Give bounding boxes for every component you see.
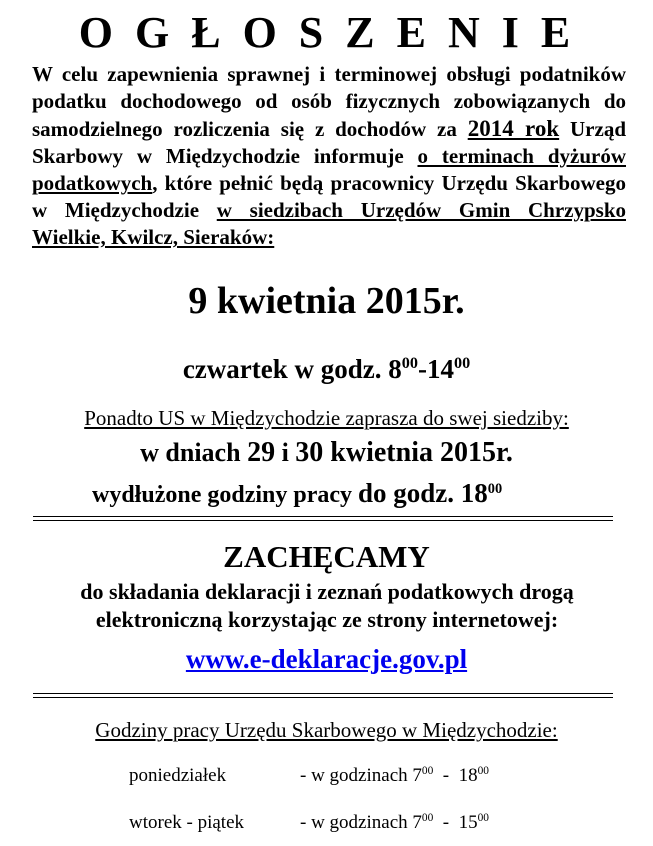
page-title: OGŁOSZENIE <box>78 8 593 57</box>
invite-days-year: 2015r. <box>432 437 513 468</box>
invite-days-prefix: w dniach <box>140 438 248 467</box>
duty-hours-end-m: 00 <box>453 354 471 373</box>
office-hours-title: Godziny pracy Urzędu Skarbowego w Międzychodzie: <box>95 718 558 742</box>
website-link[interactable]: www.e-deklaracje.gov.pl <box>185 644 468 674</box>
duty-hours-start-h: 8 <box>388 354 402 384</box>
extended-minutes: 00 <box>487 481 503 498</box>
extended-prefix: wydłużone godziny pracy <box>92 482 359 508</box>
duty-hours <box>0 352 653 390</box>
intro-text-3: , które pełnić będą pracownicy Urzędu Skarbowego w Międzychodzie <box>32 171 626 222</box>
office-hours-start-m: 00 <box>421 765 434 778</box>
separator <box>33 516 613 521</box>
invite-days <box>0 436 653 470</box>
separator <box>33 693 613 698</box>
duty-hours-end-h: 14 <box>426 354 454 384</box>
encourage-title: ZACHĘCAMY <box>223 539 430 574</box>
office-hours-day: poniedziałek <box>129 765 227 786</box>
intro-text-1: W celu zapewnienia sprawnej i terminowej obsługi podatników podatku dochodowego od osób fizycznych zobowiązanych do samodzielnego rozliczenia się z dochodów za <box>32 62 626 141</box>
website-link-line <box>0 641 653 677</box>
duty-locations: w siedzibach Urzędów Gmin Chrzypsko Wielkie, Kwilcz, Sieraków: <box>32 198 626 249</box>
invite-days-and: i <box>275 438 296 467</box>
office-hours-time <box>300 810 489 838</box>
office-hours-end-m: 00 <box>477 765 489 778</box>
duty-hours-prefix: czwartek w godz. <box>182 354 389 384</box>
invite-day-1: 29 <box>247 437 276 468</box>
extended-hours <box>92 477 502 514</box>
tax-year: 2014 rok <box>467 116 560 141</box>
office-hours-end: - 18 <box>433 765 478 786</box>
office-hours-start: - w godzinach 7 <box>300 812 422 833</box>
duty-announcement: o terminach dyżurów podatkowych <box>32 144 626 195</box>
intro-paragraph <box>32 61 626 251</box>
invite-day-2: 30 kwietnia <box>295 437 433 468</box>
office-hours-day: wtorek - piątek <box>129 812 245 833</box>
duty-hours-dash: - <box>417 354 427 384</box>
invite-heading: Ponadto US w Międzychodzie zaprasza do swej siedziby: <box>84 406 569 430</box>
office-hours-end-m: 00 <box>477 812 489 825</box>
office-hours-time <box>300 763 489 791</box>
intro-text-2: Urząd Skarbowy w Międzychodzie informuje <box>32 117 626 168</box>
office-hours-start-m: 00 <box>421 812 434 825</box>
encourage-text: do składania deklaracji i zeznań podatkowych drogą elektroniczną korzystając ze strony internetowej: <box>80 579 574 632</box>
extended-until: do godz. 18 <box>358 478 488 508</box>
office-hours-end: - 15 <box>433 812 478 833</box>
office-hours-start: - w godzinach 7 <box>300 765 422 786</box>
duty-date: 9 kwietnia 2015r. <box>188 280 465 322</box>
duty-hours-start-m: 00 <box>401 354 418 373</box>
